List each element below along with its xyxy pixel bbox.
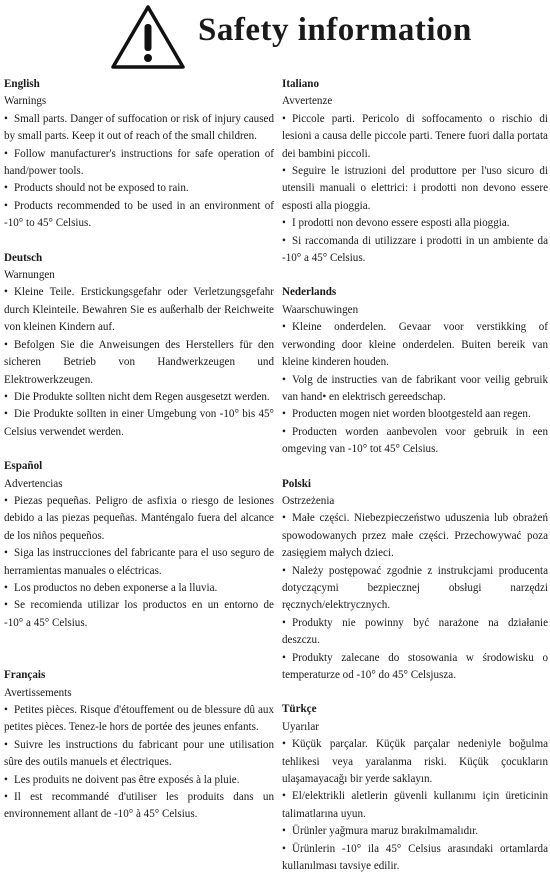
right-column <box>282 76 548 875</box>
section-subtitle: Ostrzeżenia <box>282 494 335 507</box>
section-subtitle: Avertissements <box>4 686 72 699</box>
section-language: Italiano <box>282 78 319 90</box>
section-language: Español <box>4 460 43 473</box>
list-item: • Produkty zalecane do stosowania w środowisku o temperaturze od -10° do 45° Celsjusza. <box>282 651 548 681</box>
section-subtitle: Waarschuwingen <box>282 303 359 316</box>
section-polski <box>282 476 548 685</box>
section-nederlands <box>282 284 548 458</box>
list-item: • I prodotti non devono essere esposti alla pioggia. <box>282 217 510 230</box>
warning-triangle-icon <box>110 4 186 70</box>
list-item: • Suivre les instructions du fabricant pour une utilisation sûre des outils manuels et électriques. <box>4 738 274 769</box>
list-item: • Ürünler yağmura maruz bırakılmamalıdır. <box>282 825 479 838</box>
section-language: Français <box>4 669 46 682</box>
list-item: • Producten mogen niet worden blootgesteld aan regen. <box>282 408 531 421</box>
section-francais <box>4 667 274 824</box>
list-item: • Małe części. Niebezpieczeństwo uduszenia lub obrażeń spowodowanych przez małe części. Przechowywać poza zasięgiem małych dzieci. <box>282 512 548 560</box>
page-header <box>0 0 550 72</box>
section-language: Türkçe <box>282 703 317 716</box>
section-subtitle: Uyarılar <box>282 720 319 733</box>
list-item: • Produkty nie powinny być narażone na działanie deszczu. <box>282 616 548 647</box>
list-item: • Products recommended to be used in an environment of -10° to 45° Celsius. <box>4 199 274 230</box>
list-item: • Piccole parti. Pericolo di soffocamento o rischio di lesioni a causa delle piccole parti. Tenere fuori dalla portata dei bambini piccoli. <box>282 112 548 160</box>
section-subtitle: Advertencias <box>4 477 63 490</box>
list-item: • Befolgen Sie die Anweisungen des Herstellers für den sicheren Betrieb von Handwerkzeugen und Elektrowerkzeugen. <box>4 338 274 386</box>
section-language: Nederlands <box>282 286 337 299</box>
list-item: • El/elektrikli aletlerin güvenli kullanımı için üreticinin talimatlarına uyun. <box>282 790 548 820</box>
section-language: Polski <box>282 477 311 490</box>
section-italiano <box>282 76 548 267</box>
left-column <box>4 76 274 824</box>
list-item: • Seguire le istruzioni del produttore per l'uso sicuro di utensili manuali o elettrici: i prodotti non devono essere esposti alla pioggia. <box>282 165 548 212</box>
list-item: • Small parts. Danger of suffocation or risk of injury caused by small parts. Keep it out of reach of the small children. <box>4 112 274 143</box>
list-item: • Los productos no deben exponerse a la lluvia. <box>4 581 218 594</box>
list-item: • Les produits ne doivent pas être exposés à la pluie. <box>4 773 240 786</box>
list-item: • Kleine Teile. Erstickungsgefahr oder Verletzungsgefahr durch Kleinteile. Bewahren Sie es außerhalb der Reichweite von kleinen Kindern auf. <box>4 286 274 334</box>
section-subtitle: Warnings <box>4 95 47 108</box>
section-subtitle: Avvertenze <box>282 95 333 108</box>
list-item: • Piezas pequeñas. Peligro de asfixia o riesgo de lesiones debido a las piezas pequeñas. Manténgalo fuera del alcance de los niños pequeños. <box>4 494 274 542</box>
section-language: English <box>4 78 40 90</box>
list-item: • Producten worden aanbevolen voor gebruik in een omgeving van -10° tot 45° Celsius. <box>282 425 548 456</box>
list-item: • Si raccomanda di utilizzare i prodotti in un ambiente da -10° a 45° Celsius. <box>282 234 548 265</box>
page-title: Safety information <box>198 12 472 48</box>
list-item: • Siga las instrucciones del fabricante para el uso seguro de herramientas manuales o eléctricas. <box>4 547 274 577</box>
list-item: • Die Produkte sollten in einer Umgebung von -10° bis 45° Celsius verwendet werden. <box>4 408 274 438</box>
section-subtitle: Warnungen <box>4 269 55 282</box>
list-item: • Kleine onderdelen. Gevaar voor verstikking of verwonding door kleine onderdelen. Buiten bereik van kleine kinderen houden. <box>282 321 548 369</box>
list-item: • Należy postępować zgodnie z instrukcjami producenta dotyczącymi bezpiecznej obsługi narzędzi ręcznych/elektrycznych. <box>282 564 548 612</box>
list-item: • Follow manufacturer's instructions for safe operation of hand/power tools. <box>4 147 274 178</box>
list-item: • Products should not be exposed to rain. <box>4 182 189 195</box>
list-item: • Die Produkte sollten nicht dem Regen ausgesetzt werden. <box>4 390 270 403</box>
section-english <box>4 76 274 233</box>
section-deutsch <box>4 250 274 441</box>
list-item: • Ürünlerin -10° ila 45° Celsius arasındaki ortamlarda kullanılması tavsiye edilir. <box>282 842 548 873</box>
list-item: • Küçük parçalar. Küçük parçalar nedeniyle boğulma tehlikesi veya yaralanma riski. Küçük çocukların ulaşamayacağı bir yerde saklayın. <box>282 738 548 786</box>
section-language: Deutsch <box>4 251 43 264</box>
list-item: • Se recomienda utilizar los productos en un entorno de -10° a 45° Celsius. <box>4 599 274 629</box>
list-item: • Petites pièces. Risque d'étouffement ou de blessure dû aux petites pièces. Tenez-le hors de portée des jeunes enfants. <box>4 704 274 734</box>
list-item: • Volg de instructies van de fabrikant voor veilig gebruik van hand• en elektrisch gereedschap. <box>282 373 548 403</box>
section-espanol <box>4 458 274 632</box>
section-turkce <box>282 701 548 875</box>
list-item: • Il est recommandé d'utiliser les produits dans un environnement allant de -10° à 45° Celsius. <box>4 791 274 821</box>
